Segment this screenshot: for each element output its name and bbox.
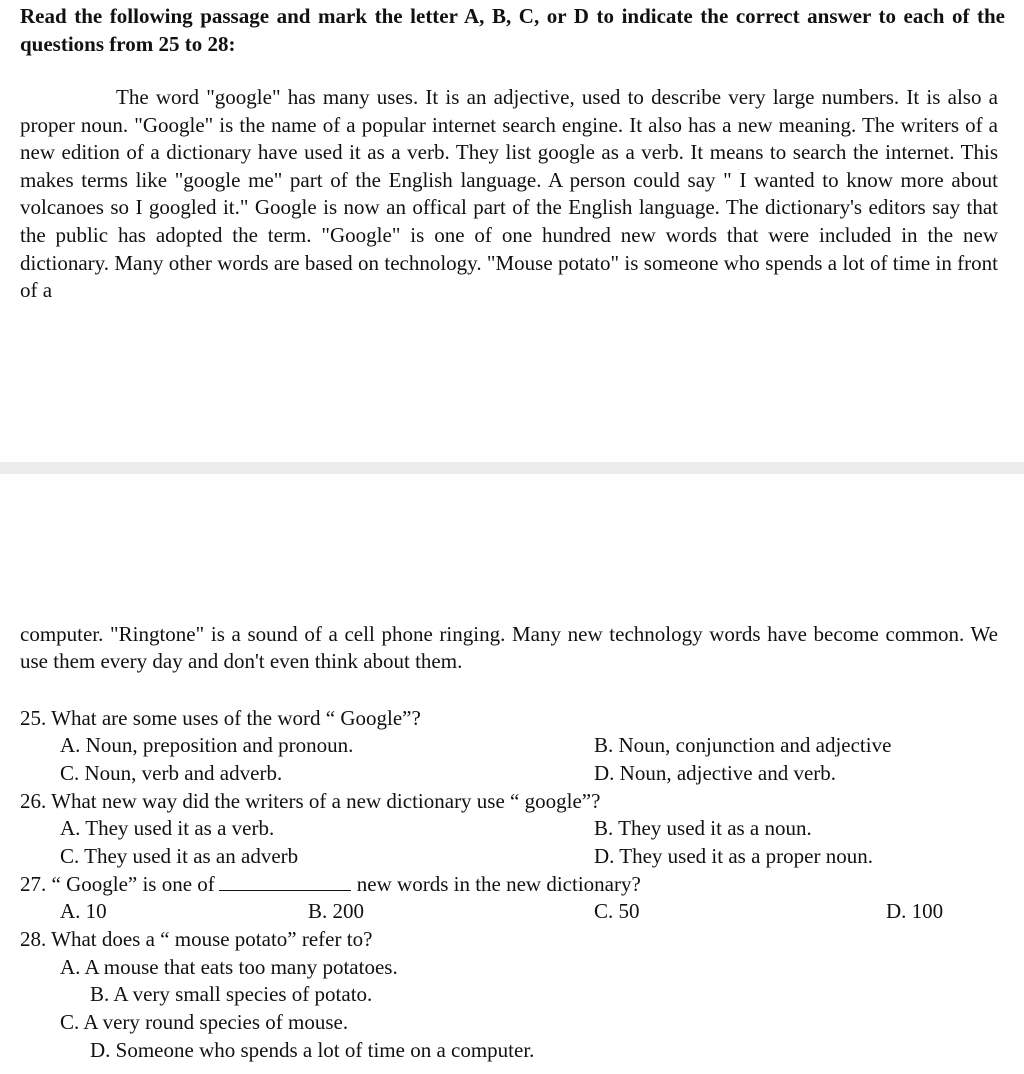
question-27-option-b[interactable]: B. 200 — [308, 899, 365, 923]
question-28-option-b[interactable]: B. A very small species of potato. — [90, 982, 373, 1006]
reading-passage-part-1: The word "google" has many uses. It is an adjective, used to describe very large numbers. It is also a proper noun. "Google" is the name of a popular internet search engine. It also has a new meaning. The writers of a new edition of a dictionary have used it as a verb. They list google as a verb. It means to search the internet. This makes terms like "google me" part of the English language. A person could say " I wanted to know more about volcanoes so I googled it." Google is now an offical part of the English language. The dictionary's editors say that the public has adopted the term. "Google" is one of one hundred new words that were included in the new dictionary. Many other words are based on technology. "Mouse potato" is someone who spends a lot of time in front of a — [20, 85, 998, 303]
page-break-divider — [0, 462, 1024, 474]
question-27-option-d[interactable]: D. 100 — [886, 899, 944, 923]
question-26-option-d[interactable]: D. They used it as a proper noun. — [594, 844, 873, 868]
question-26-option-b[interactable]: B. They used it as a noun. — [594, 816, 812, 840]
question-27-option-a[interactable]: A. 10 — [60, 899, 107, 923]
question-25-option-b[interactable]: B. Noun, conjunction and adjective — [594, 733, 892, 757]
question-25-option-a[interactable]: A. Noun, preposition and pronoun. — [60, 733, 354, 757]
question-26-option-a[interactable]: A. They used it as a verb. — [60, 816, 275, 840]
question-25-option-d[interactable]: D. Noun, adjective and verb. — [594, 761, 837, 785]
instruction-heading: Read the following passage and mark the letter A, B, C, or D to indicate the correct answer to each of the questions from 25 to 28: — [20, 4, 1005, 56]
question-27-stem-before: 27. “ Google” is one of — [20, 872, 215, 896]
question-27-stem — [20, 871, 641, 897]
question-28-option-c[interactable]: C. A very round species of mouse. — [60, 1010, 349, 1034]
question-26-stem: 26. What new way did the writers of a new dictionary use “ google”? — [20, 789, 601, 813]
reading-passage-part-2: computer. "Ringtone" is a sound of a cell phone ringing. Many new technology words have become common. We use them every day and don't even think about them. — [20, 622, 998, 673]
question-26-option-c[interactable]: C. They used it as an adverb — [60, 844, 299, 868]
question-27-option-c[interactable]: C. 50 — [594, 899, 640, 923]
question-28-option-d[interactable]: D. Someone who spends a lot of time on a computer. — [90, 1038, 535, 1062]
question-27-stem-after: new words in the new dictionary? — [356, 872, 641, 896]
question-25-stem: 25. What are some uses of the word “ Google”? — [20, 706, 421, 730]
question-28-option-a[interactable]: A. A mouse that eats too many potatoes. — [60, 955, 398, 979]
answer-blank — [219, 872, 351, 891]
question-28-stem: 28. What does a “ mouse potato” refer to? — [20, 927, 373, 951]
question-25-option-c[interactable]: C. Noun, verb and adverb. — [60, 761, 283, 785]
